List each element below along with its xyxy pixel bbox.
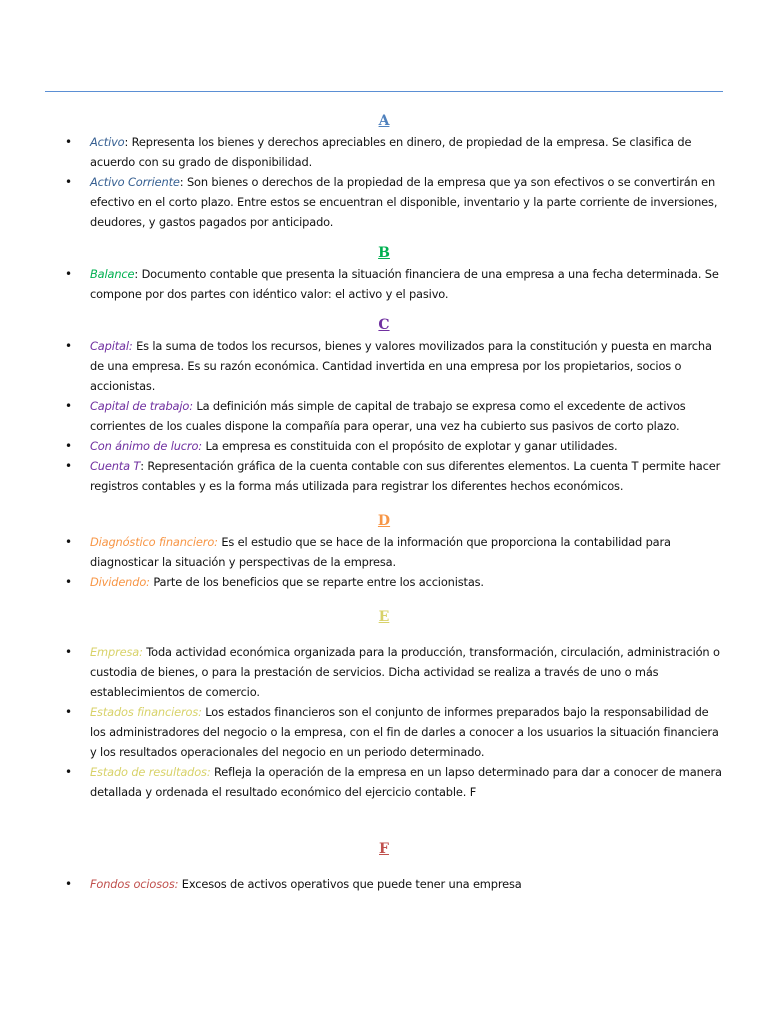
bullet-icon: • — [65, 135, 72, 149]
term-name: Dividendo: — [90, 575, 150, 589]
term-definition: Refleja la operación de la empresa en un lapso determinado para dar a conocer de manera detallada y ordenada el resultado económico del ejercicio contable. F — [90, 765, 722, 799]
glossary-entry-activo — [0, 132, 768, 172]
bullet-icon: • — [65, 645, 72, 659]
letter-heading-d: D — [377, 513, 391, 529]
term-name: Fondos ociosos: — [90, 877, 179, 891]
glossary-entry-diagnostico-financiero — [0, 532, 768, 572]
spacer — [0, 860, 768, 874]
letter-heading-a: A — [378, 113, 390, 129]
term-name: Con ánimo de lucro: — [90, 439, 202, 453]
term-separator: : — [124, 135, 132, 149]
section-d — [0, 510, 768, 592]
term-name: Cuenta T — [90, 459, 141, 473]
term-definition: Parte de los beneficios que se reparte entre los accionistas. — [153, 575, 484, 589]
term-separator: : — [140, 459, 148, 473]
term-definition: Representación gráfica de la cuenta contable con sus diferentes elementos. La cuenta T permite hacer registros contables y es la forma más utilizada para registrar los diferentes hechos económicos. — [90, 459, 721, 493]
glossary-entry-empresa — [0, 642, 768, 702]
term-name: Capital de trabajo: — [90, 399, 193, 413]
term-list-d — [0, 532, 768, 592]
glossary-entry-con-animo-de-lucro — [0, 436, 768, 456]
term-definition: Toda actividad económica organizada para la producción, transformación, circulación, administración o custodia de bienes, o para la prestación de servicios. Dicha actividad se realiza a través de uno o más establecimientos de comercio. — [90, 645, 720, 699]
term-list-b — [0, 264, 768, 304]
term-separator: : — [134, 267, 142, 281]
spacer — [0, 802, 768, 824]
spacer — [0, 232, 768, 242]
term-name: Activo Corriente — [90, 175, 180, 189]
term-definition: Documento contable que presenta la situación financiera de una empresa a una fecha determinada. Se compone por dos partes con idéntico valor: el activo y el pasivo. — [90, 267, 719, 301]
bullet-icon: • — [65, 877, 72, 891]
spacer — [0, 592, 768, 606]
section-b — [0, 242, 768, 304]
term-name: Diagnóstico financiero: — [90, 535, 218, 549]
term-separator: : — [179, 175, 187, 189]
term-definition: La empresa es constituida con el propósito de explotar y ganar utilidades. — [205, 439, 618, 453]
letter-heading-e: E — [378, 609, 390, 625]
term-name: Capital: — [90, 339, 133, 353]
glossary — [0, 110, 768, 894]
term-list-f — [0, 874, 768, 894]
spacer — [0, 824, 768, 838]
letter-heading-f: F — [379, 841, 389, 857]
glossary-entry-estado-de-resultados — [0, 762, 768, 802]
term-definition: La definición más simple de capital de trabajo se expresa como el excedente de activos corrientes de los cuales dispone la compañía para operar, una vez ha cubierto sus pasivos de corto plazo. — [90, 399, 686, 433]
term-name: Activo — [90, 135, 125, 149]
letter-heading-b: B — [378, 245, 390, 261]
spacer — [0, 628, 768, 642]
term-name: Estado de resultados: — [90, 765, 211, 779]
glossary-entry-capital — [0, 336, 768, 396]
glossary-entry-activo-corriente — [0, 172, 768, 232]
glossary-entry-fondos-ociosos — [0, 874, 768, 894]
glossary-entry-balance — [0, 264, 768, 304]
section-c — [0, 314, 768, 496]
glossary-entry-dividendo — [0, 572, 768, 592]
bullet-icon: • — [65, 765, 72, 779]
bullet-icon: • — [65, 339, 72, 353]
term-definition: Es la suma de todos los recursos, bienes y valores movilizados para la constitución y puesta en marcha de una empresa. Es su razón económica. Cantidad invertida en una empresa por los propietarios, socios o accionistas. — [90, 339, 712, 393]
term-list-c — [0, 336, 768, 496]
section-e — [0, 606, 768, 802]
bullet-icon: • — [65, 459, 72, 473]
letter-heading-c: C — [378, 317, 390, 333]
term-definition: Los estados financieros son el conjunto de informes preparados bajo la responsabilidad de los administradores del negocio o la empresa, con el fin de darles a conocer a los usuarios la situación financiera y los resultados operacionales del negocio en un periodo determinado. — [90, 705, 719, 759]
bullet-icon: • — [65, 439, 72, 453]
glossary-entry-capital-de-trabajo — [0, 396, 768, 436]
term-name: Estados financieros: — [90, 705, 202, 719]
bullet-icon: • — [65, 575, 72, 589]
spacer — [0, 496, 768, 510]
section-a — [0, 110, 768, 232]
top-divider — [45, 91, 723, 92]
bullet-icon: • — [65, 175, 72, 189]
bullet-icon: • — [65, 267, 72, 281]
term-list-e — [0, 642, 768, 802]
bullet-icon: • — [65, 535, 72, 549]
bullet-icon: • — [65, 399, 72, 413]
term-definition: Es el estudio que se hace de la información que proporciona la contabilidad para diagnosticar la situación y perspectivas de la empresa. — [90, 535, 671, 569]
term-name: Balance — [90, 267, 135, 281]
spacer — [0, 304, 768, 314]
term-definition: Excesos de activos operativos que puede tener una empresa — [181, 877, 522, 891]
term-definition: Son bienes o derechos de la propiedad de la empresa que ya son efectivos o se convertirán en efectivo en el corto plazo. Entre estos se encuentran el disponible, inventario y la parte corriente de inversiones, deudores, y gastos pagados por anticipado. — [90, 175, 718, 229]
term-list-a — [0, 132, 768, 232]
glossary-entry-cuenta-t — [0, 456, 768, 496]
bullet-icon: • — [65, 705, 72, 719]
term-name: Empresa: — [90, 645, 143, 659]
term-definition: Representa los bienes y derechos apreciables en dinero, de propiedad de la empresa. Se clasifica de acuerdo con su grado de disponibilidad. — [90, 135, 692, 169]
glossary-entry-estados-financieros — [0, 702, 768, 762]
section-f — [0, 838, 768, 894]
